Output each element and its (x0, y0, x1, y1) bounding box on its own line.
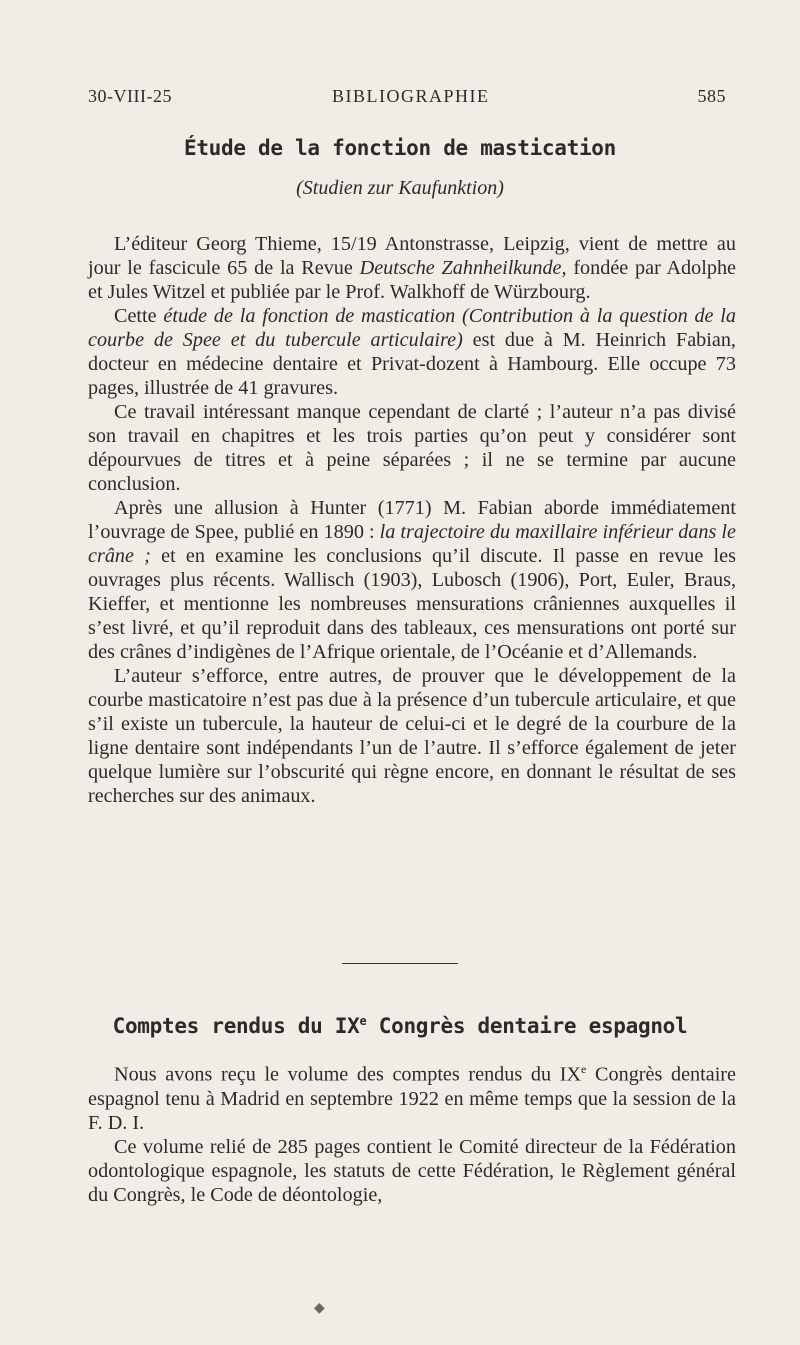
article-title: Étude de la fonction de mastication (183, 136, 616, 160)
running-header (88, 86, 738, 116)
section-divider (342, 963, 458, 964)
paragraph: L’éditeur Georg Thieme, 15/19 Antonstrasse, Leipzig, vient de mettre au jour le fascicule 65 de la Revue Deutsche Zahnheilkunde, fondée par Adolphe et Jules Witzel et publiée par le Prof. Walkhoff de Würzbourg. (88, 233, 737, 303)
paragraph: Ce travail intéressant manque cependant de clarté ; l’auteur n’a pas divisé son travail en chapitres et les trois parties qu’on peut y considérer sont dépourvues de titres et à peine séparées ; il ne se termine par aucune conclusion. (88, 401, 736, 495)
paragraph: Nous avons reçu le volume des comptes rendus du IXe Congrès dentaire espagnol tenu à Madrid en septembre 1922 en même temps que la session de la F. D. I. (88, 1062, 736, 1134)
article-body (88, 1057, 736, 1207)
article-subtitle: (Studien zur Kaufunktion) (296, 177, 504, 199)
paragraph: Ce volume relié de 285 pages contient le Comité directeur de la Fédération odontologique espagnole, les statuts de cette Fédération, le Règlement général du Congrès, le Code de déontologie, (88, 1135, 736, 1206)
paragraph: L’auteur s’efforce, entre autres, de prouver que le développement de la courbe masticatoire n’est pas due à la présence d’un tubercule articulaire, et que s’il existe un tubercule, la hauteur de celui-ci et le degré de la courbure de la ligne dentaire sont indépendants l’un de l’autre. Il s’efforce également de jeter quelque lumière sur l’obscurité qui règne encore, en donnant le résultat de ses recherches sur des animaux. (88, 665, 736, 807)
article-title: Comptes rendus du IXe Congrès dentaire espagnol (112, 1014, 688, 1038)
paragraph: Après une allusion à Hunter (1771) M. Fabian aborde immédiatement l’ouvrage de Spee, publié en 1890 : la trajectoire du maxillaire inférieur dans le crâne ; et en examine les conclusions qu’il discute. Il passe en revue les ouvrages plus récents. Wallisch (1903), Lubosch (1906), Port, Euler, Braus, Kieffer, et mentionne les nombreuses mensurations crâniennes auxquelles il s’est livré, et qu’il reproduit dans des tableaux, ces mensurations ont porté sur des crânes d’indigènes de l’Afrique orientale, de l’Océanie et d’Allemands. (88, 497, 736, 663)
ornament-mark: ◆ (314, 1301, 325, 1316)
paragraph: Cette étude de la fonction de mastication (Contribution à la question de la courbe de Spee et du tubercule articulaire) est due à M. Heinrich Fabian, docteur en médecine dentaire et Privat-dozent à Hambourg. Elle occupe 73 pages, illustrée de 41 gravures. (88, 305, 736, 399)
page-number: 585 (697, 86, 726, 106)
header-date: 30-VIII-25 (88, 86, 172, 106)
article-body (88, 232, 736, 808)
header-section: BIBLIOGRAPHIE (332, 86, 490, 106)
